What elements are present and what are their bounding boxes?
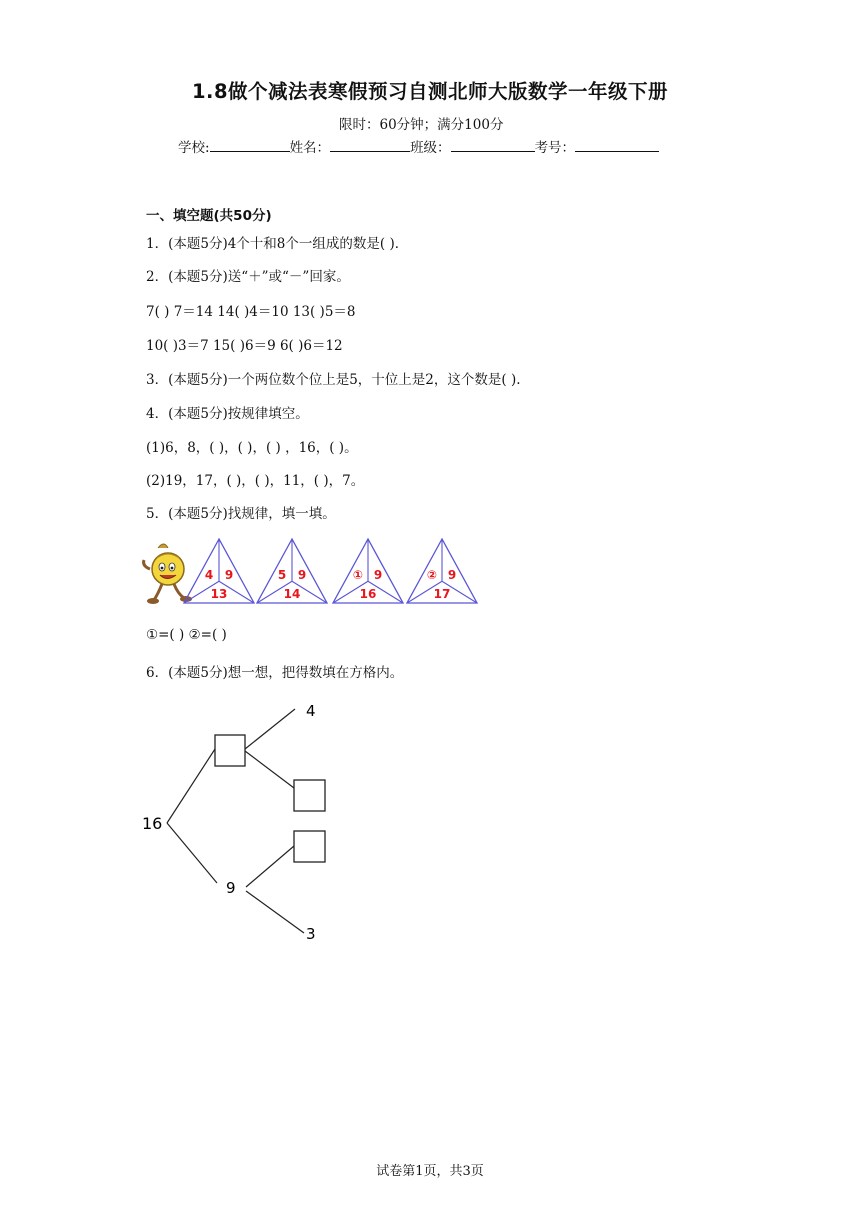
question-4-row-2: (2)19，17，( )，( )，11，( )，7。 (146, 473, 365, 489)
number-triangle (257, 539, 327, 603)
number-triangle (184, 539, 254, 603)
branch-root-to-box (167, 749, 215, 823)
name-label: 姓名： (289, 140, 331, 156)
exam-no-label: 考号： (534, 140, 576, 156)
class-label: 班级： (410, 140, 451, 156)
triangle-sum-number: 13 (210, 587, 228, 601)
number-triangle (333, 539, 403, 603)
branch-root-to-nine (167, 823, 217, 883)
branch-box-to-four (245, 709, 295, 749)
name-field[interactable] (330, 138, 410, 152)
class-field[interactable] (451, 138, 535, 152)
school-field[interactable] (210, 138, 290, 152)
triangle-right-number: 9 (297, 568, 307, 582)
question-2: 2．(本题5分)送“＋”或“－”回家。 (146, 269, 350, 285)
question-5-answer: ①=( ) ②=( ) (146, 627, 227, 643)
triangle-left-number: ① (352, 568, 364, 582)
answer-box-top[interactable] (215, 735, 245, 766)
triangle-left-number: 4 (204, 568, 214, 582)
page-footer: 试卷第1页，共3页 (376, 1164, 484, 1179)
number-triangle (407, 539, 477, 603)
top-number: 4 (306, 702, 316, 720)
triangle-left-number: ② (426, 568, 438, 582)
time-limit: 限时：60分钟；满分100分 (339, 117, 504, 133)
branch-box-to-box (245, 751, 294, 788)
mascot-illustration (144, 544, 192, 604)
root-number: 16 (142, 814, 163, 833)
question-6: 6．(本题5分)想一想，把得数填在方格内。 (146, 665, 404, 681)
student-info-row (178, 136, 659, 156)
exam-no-field[interactable] (575, 138, 659, 152)
middle-number: 9 (226, 879, 236, 897)
triangle-right-number: 9 (373, 568, 383, 582)
question-4: 4．(本题5分)按规律填空。 (146, 406, 309, 422)
question-3: 3．(本题5分)一个两位数个位上是5，十位上是2，这个数是( ). (146, 372, 521, 388)
triangle-left-number: 5 (277, 568, 287, 582)
bottom-number: 3 (306, 925, 316, 943)
question-2-row-2: 10( )3＝7 15( )6＝9 6( )6＝12 (146, 338, 343, 354)
question-2-row-1: 7( ) 7＝14 14( )4＝10 13( )5＝8 (146, 304, 356, 320)
question-5: 5．(本题5分)找规律，填一填。 (146, 506, 336, 522)
answer-box-middle[interactable] (294, 780, 325, 811)
question-4-row-1: (1)6，8，( )，( )，( ) ，16，( )。 (146, 440, 358, 456)
page-title: 1.8做个减法表寒假预习自测北师大版数学一年级下册 (191, 80, 669, 103)
branch-nine-to-box (246, 846, 294, 887)
number-split-diagram (140, 695, 340, 945)
triangle-right-number: 9 (224, 568, 234, 582)
triangle-sum-number: 17 (433, 587, 451, 601)
triangle-sum-number: 14 (283, 587, 301, 601)
school-label: 学校: (178, 140, 210, 156)
triangle-right-number: 9 (447, 568, 457, 582)
section-heading: 一、填空题(共50分) (146, 208, 272, 224)
triangle-pattern-figure (140, 536, 485, 608)
branch-nine-to-three (246, 891, 304, 933)
answer-box-lower[interactable] (294, 831, 325, 862)
triangle-sum-number: 16 (359, 587, 377, 601)
question-1: 1．(本题5分)4个十和8个一组成的数是( )． (146, 236, 409, 252)
